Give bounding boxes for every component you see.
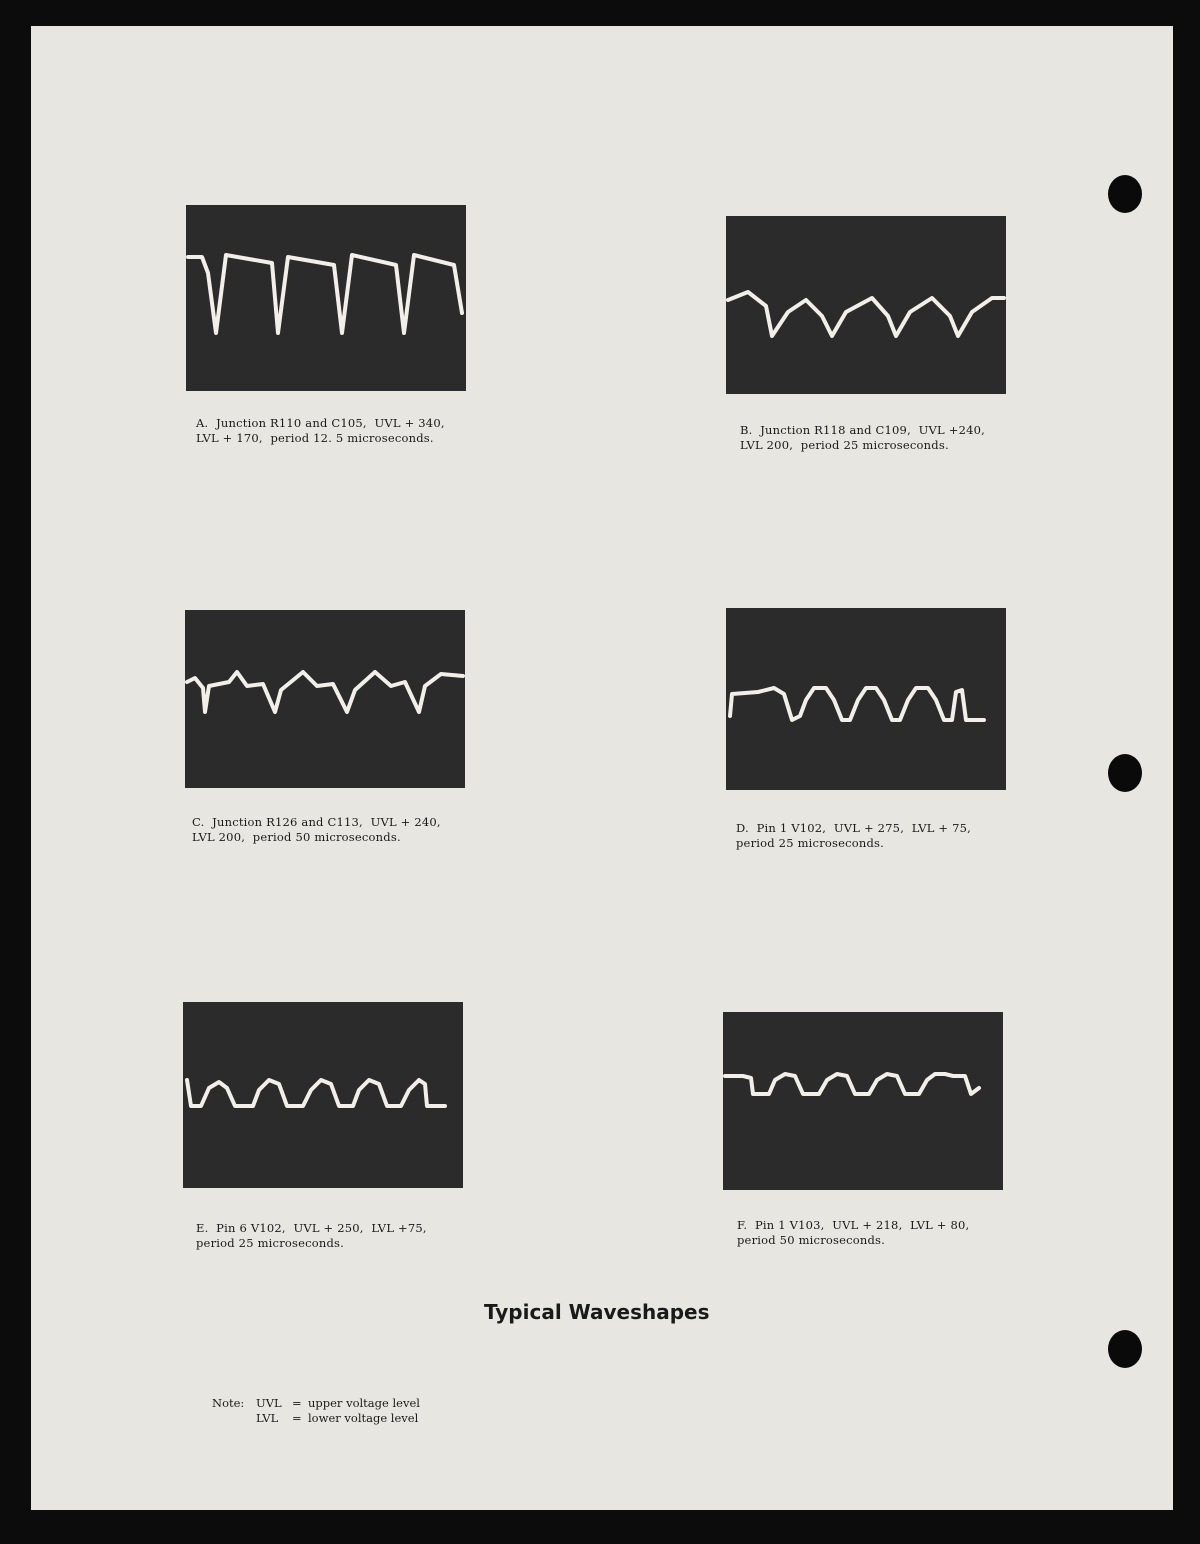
oscilloscope-image-c — [185, 610, 465, 788]
caption-f-line1: Pin 1 V103, UVL + 218, LVL + 80, — [754, 1218, 970, 1232]
caption-f-letter: F. — [737, 1218, 748, 1232]
oscilloscope-image-a — [186, 205, 466, 391]
caption-c — [192, 815, 441, 845]
caption-a-line1: Junction R110 and C105, UVL + 340, — [216, 416, 445, 430]
note-definition-lvl: lower voltage level — [308, 1411, 419, 1425]
note-row-lvl — [212, 1411, 420, 1426]
note-label-spacer — [212, 1411, 256, 1426]
waveform-trace-d — [730, 688, 984, 720]
waveform-trace-f — [725, 1074, 979, 1094]
caption-c-letter: C. — [192, 815, 205, 829]
caption-f-line2: period 50 microseconds. — [737, 1233, 886, 1247]
waveform-trace-b — [728, 292, 1004, 336]
caption-f — [737, 1218, 969, 1248]
oscilloscope-image-e — [183, 1002, 463, 1188]
caption-c-line1: Junction R126 and C113, UVL + 240, — [212, 815, 441, 829]
caption-a-line2: LVL + 170, period 12. 5 microseconds. — [196, 431, 434, 445]
binder-hole-bottom — [1108, 1330, 1142, 1368]
caption-d — [736, 821, 971, 851]
caption-b — [740, 423, 985, 453]
caption-d-line1: Pin 1 V102, UVL + 275, LVL + 75, — [756, 821, 972, 835]
caption-a-letter: A. — [196, 416, 209, 430]
caption-d-line2: period 25 microseconds. — [736, 836, 885, 850]
oscilloscope-image-d — [726, 608, 1006, 790]
caption-a — [196, 416, 445, 446]
waveform-trace-e — [187, 1080, 445, 1106]
caption-e — [196, 1221, 427, 1251]
note-label: Note: — [212, 1396, 245, 1410]
caption-d-letter: D. — [736, 821, 749, 835]
waveform-trace-a — [188, 255, 462, 333]
note-term-lvl: LVL — [256, 1411, 279, 1425]
abbreviation-note — [212, 1396, 420, 1426]
waveform-trace-c — [187, 672, 463, 712]
caption-e-line1: Pin 6 V102, UVL + 250, LVL +75, — [216, 1221, 427, 1235]
note-definition-uvl: upper voltage level — [308, 1396, 420, 1410]
note-equals-lvl: = — [292, 1411, 302, 1425]
caption-c-line2: LVL 200, period 50 microseconds. — [192, 830, 401, 844]
caption-b-line1: Junction R118 and C109, UVL +240, — [760, 423, 985, 437]
caption-e-line2: period 25 microseconds. — [196, 1236, 345, 1250]
note-equals-uvl: = — [292, 1396, 302, 1410]
note-row-uvl — [212, 1396, 420, 1411]
caption-b-letter: B. — [740, 423, 753, 437]
oscilloscope-image-b — [726, 216, 1006, 394]
caption-b-line2: LVL 200, period 25 microseconds. — [740, 438, 949, 452]
oscilloscope-image-f — [723, 1012, 1003, 1190]
note-term-uvl: UVL — [256, 1396, 282, 1410]
binder-hole-top — [1108, 175, 1142, 213]
caption-e-letter: E. — [196, 1221, 209, 1235]
page-title: Typical Waveshapes — [484, 1300, 710, 1324]
binder-hole-middle — [1108, 754, 1142, 792]
